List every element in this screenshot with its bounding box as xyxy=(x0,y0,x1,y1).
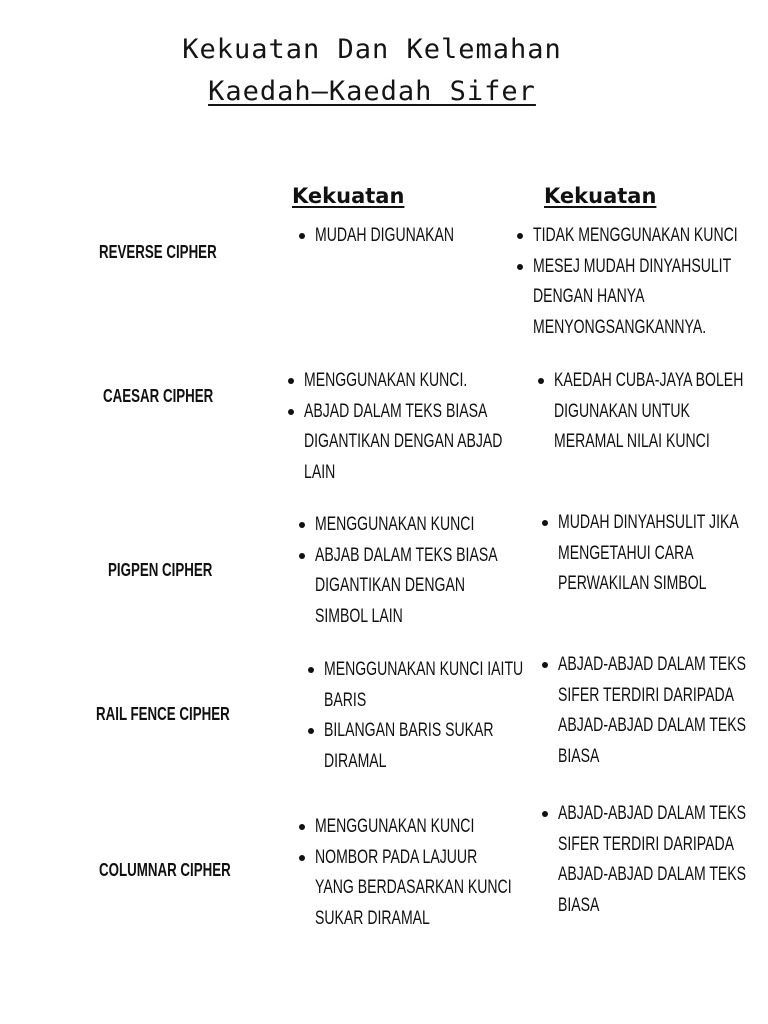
bullet-line: ABJAD-ABJAD DALAM TEKS xyxy=(558,803,747,824)
pigpen-cipher-strengths xyxy=(299,510,562,632)
bullet-item xyxy=(315,541,562,633)
columnar-cipher-weaknesses xyxy=(542,799,768,921)
bullet-line: MUDAH DINYAHSULIT JIKA xyxy=(558,512,739,533)
row-label-rail-fence-cipher: RAIL FENCE CIPHER xyxy=(96,704,230,724)
bullet-line: MENYONGSANGKANNYA. xyxy=(533,316,707,338)
bullet-line: SIMBOL LAIN xyxy=(315,605,403,627)
bullet-line: SIFER TERDIRI DARIPADA xyxy=(558,684,735,706)
bullet-line: BARIS xyxy=(324,689,367,711)
reverse-cipher-weaknesses xyxy=(517,221,768,343)
bullet-line: ABJAB DALAM TEKS BIASA xyxy=(315,544,498,566)
caesar-cipher-strengths xyxy=(288,366,572,488)
reverse-cipher-strengths xyxy=(299,221,503,252)
row-label-reverse-cipher: REVERSE CIPHER xyxy=(99,242,217,262)
bullet-line: MENGGUNAKAN KUNCI IAITU xyxy=(324,659,524,680)
bullet-line: TIDAK MENGGUNAKAN KUNCI xyxy=(533,225,738,246)
bullet-line: DIGANTIKAN DENGAN ABJAD xyxy=(304,431,503,452)
bullet-item xyxy=(533,252,768,344)
bullet-line: PERWAKILAN SIMBOL xyxy=(558,573,707,594)
bullet-line: BILANGAN BARIS SUKAR xyxy=(324,720,494,741)
pigpen-cipher-weaknesses xyxy=(542,508,768,600)
bullet-line: ABJAD-ABJAD DALAM TEKS xyxy=(558,654,747,675)
bullet-line: ABJAD-ABJAD DALAM TEKS xyxy=(558,715,747,736)
bullet-item xyxy=(304,397,572,489)
bullet-item xyxy=(315,221,503,252)
bullet-line: SIFER TERDIRI DARIPADA xyxy=(558,833,735,855)
bullet-item xyxy=(558,650,768,772)
column-header-left: Kekuatan xyxy=(292,184,405,208)
bullet-item xyxy=(315,812,581,843)
caesar-cipher-weaknesses xyxy=(538,366,768,458)
bullet-item xyxy=(315,510,562,541)
bullet-item xyxy=(315,843,581,935)
row-label-pigpen-cipher: PIGPEN CIPHER xyxy=(108,560,213,580)
bullet-line: MUDAH DIGUNAKAN xyxy=(315,225,455,246)
bullet-line: MENGGUNAKAN KUNCI xyxy=(315,514,475,535)
bullet-line: DIGUNAKAN UNTUK xyxy=(554,400,690,422)
bullet-item xyxy=(533,221,768,252)
bullet-line: MERAMAL NILAI KUNCI xyxy=(554,431,710,452)
page-title: Kekuatan Dan Kelemahan xyxy=(182,34,562,65)
bullet-line: MENGETAHUI CARA xyxy=(558,542,694,564)
bullet-item xyxy=(304,366,572,397)
bullet-line: DIRAMAL xyxy=(324,750,387,772)
bullet-line: BIASA xyxy=(558,745,600,767)
page-subtitle: Kaedah–Kaedah Sifer xyxy=(208,76,536,107)
column-header-right: Kekuatan xyxy=(544,184,657,208)
bullet-item xyxy=(554,366,768,458)
bullet-line: DIGANTIKAN DENGAN xyxy=(315,575,466,596)
bullet-line: LAIN xyxy=(304,461,336,483)
bullet-line: SUKAR DIRAMAL xyxy=(315,907,430,929)
rail-fence-cipher-weaknesses xyxy=(542,650,768,772)
bullet-line: NOMBOR PADA LAJUUR xyxy=(315,846,478,868)
bullet-line: MESEJ MUDAH DINYAHSULIT xyxy=(533,255,732,277)
bullet-line: BIASA xyxy=(558,894,600,916)
bullet-line: YANG BERDASARKAN KUNCI xyxy=(315,877,512,898)
bullet-line: DENGAN HANYA xyxy=(533,286,645,307)
bullet-line: KAEDAH CUBA-JAYA BOLEH xyxy=(554,370,744,391)
row-label-caesar-cipher: CAESAR CIPHER xyxy=(103,386,214,406)
bullet-item xyxy=(558,799,768,921)
bullet-line: MENGGUNAKAN KUNCI xyxy=(315,816,475,837)
bullet-line: MENGGUNAKAN KUNCI. xyxy=(304,370,468,391)
bullet-item xyxy=(558,508,768,600)
bullet-line: ABJAD-ABJAD DALAM TEKS xyxy=(558,864,747,885)
bullet-line: ABJAD DALAM TEKS BIASA xyxy=(304,400,488,422)
columnar-cipher-strengths xyxy=(299,812,581,934)
row-label-columnar-cipher: COLUMNAR CIPHER xyxy=(99,860,231,880)
